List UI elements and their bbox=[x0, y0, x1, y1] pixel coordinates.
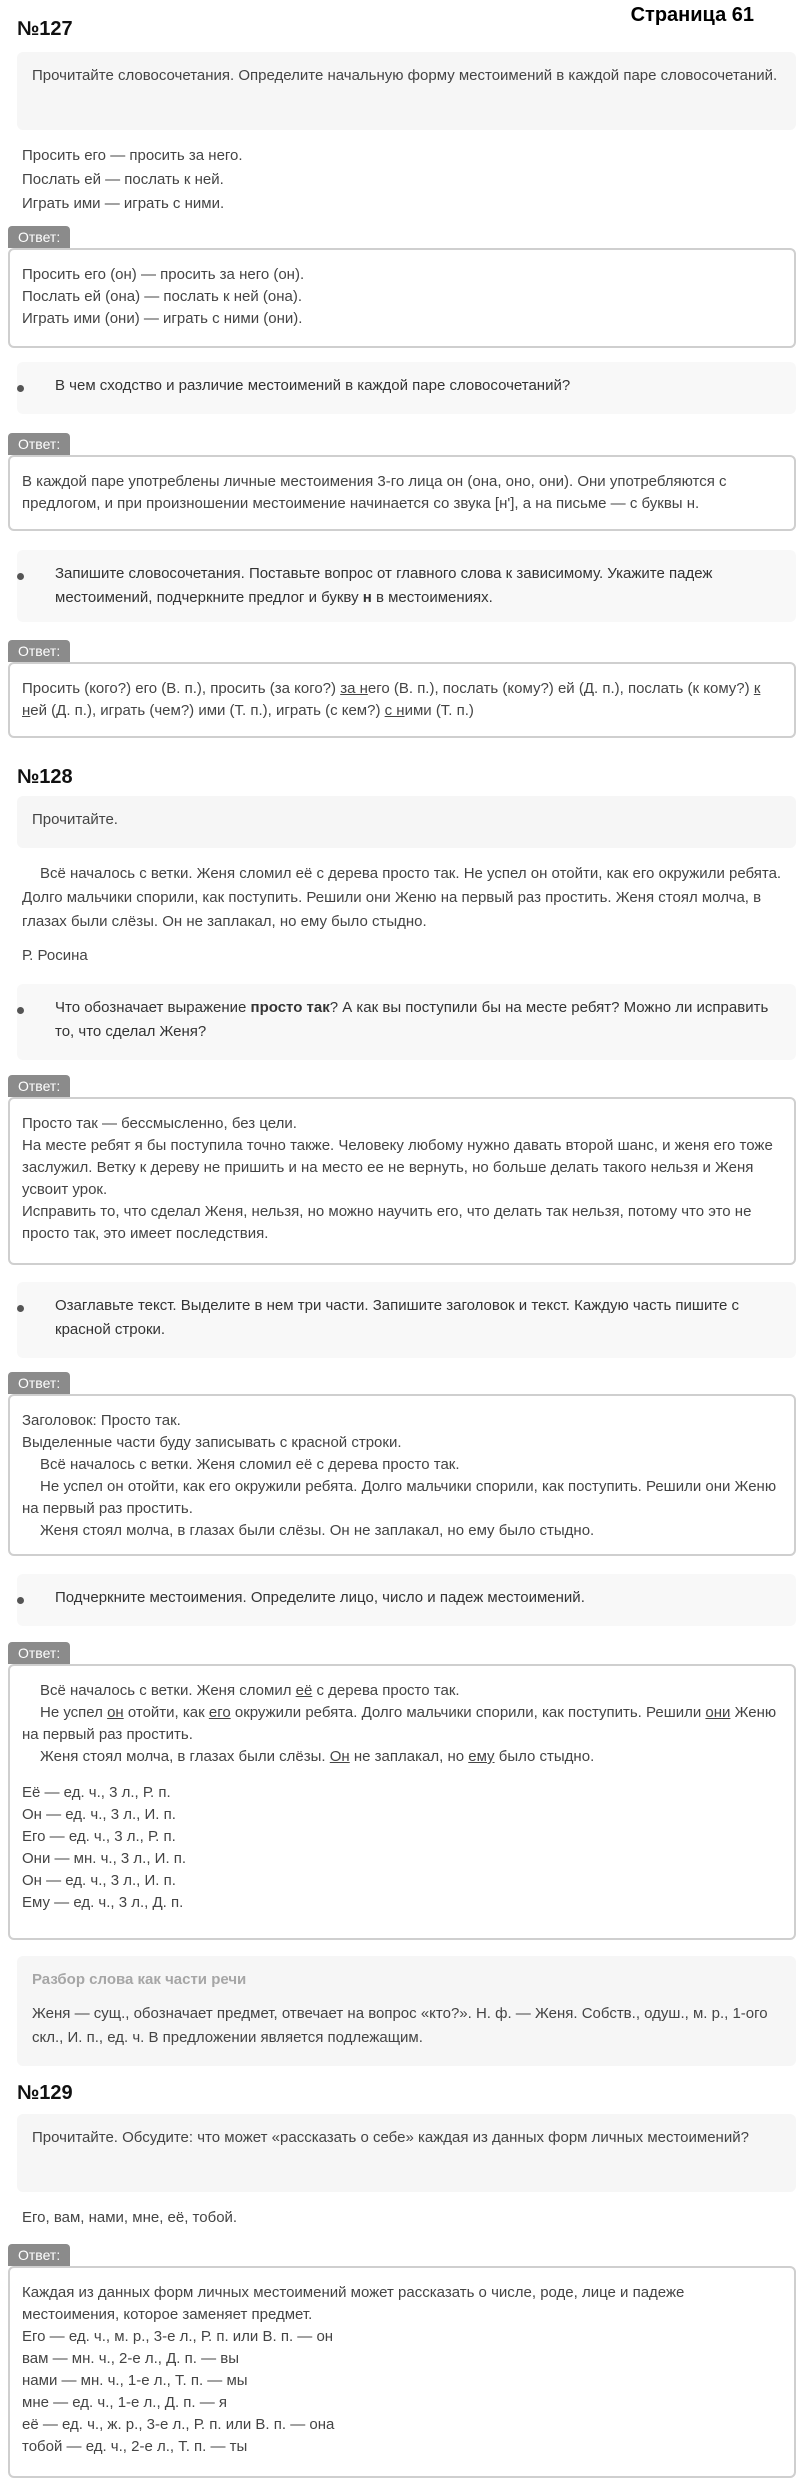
bullet-icon bbox=[17, 1597, 24, 1604]
task-number-128: №128 bbox=[17, 766, 73, 788]
answer-line: Просить его (он) — просить за него (он). bbox=[22, 266, 305, 283]
answer-label: Ответ: bbox=[8, 1075, 70, 1097]
answer-label: Ответ: bbox=[8, 640, 70, 662]
answer-127-1 bbox=[8, 248, 796, 348]
parse-title: Разбор слова как части речи bbox=[32, 1971, 247, 1988]
question-text: В чем сходство и различие местоимений в каждой паре словосочетаний? bbox=[55, 377, 571, 394]
question-127-3 bbox=[17, 550, 796, 622]
story-text: Всё началось с ветки. Женя сломил её с дерева просто так. Не успел он отойти, как его окружили ребята. Долго мальчики спорили, как поступить. Решили они Женю на первый раз простить. Женя стоял молча, в глазах были слёзы. Он не заплакал, но ему было стыдно. bbox=[22, 865, 782, 930]
task-127-text: Прочитайте словосочетания. Определите начальную форму местоимений в каждой паре словосочетаний. bbox=[17, 52, 796, 130]
bullet-icon bbox=[17, 385, 24, 392]
author: Р. Росина bbox=[22, 947, 88, 964]
answer-label: Ответ: bbox=[8, 1372, 70, 1394]
answer-128-1: Просто так — бессмысленно, без цели. На месте ребят я бы поступила точно также. Человеку любому нужно давать второй шанс, и женя его тоже заслужил. Ветку к дереву не пришить и на место ее не вернуть, но больше делать такого нельзя и Женя усвоит урок. Исправить то, что сделал Женя, нельзя, но можно научить его, что делать так нельзя, потому что это не просто так, это имеет последствия. bbox=[8, 1097, 796, 1265]
page-number: Страница 61 bbox=[630, 4, 754, 26]
parse-text: Женя — сущ., обозначает предмет, отвечает на вопрос «кто?». Н. ф. — Женя. Собств., одуш., м. р., 1-ого скл., И. п., ед. ч. В предложении является подлежащим. bbox=[32, 2005, 768, 2046]
phrase: Послать ей — послать к ней. bbox=[22, 171, 224, 188]
answer-label: Ответ: bbox=[8, 2244, 70, 2266]
answer-label: Ответ: bbox=[8, 433, 70, 455]
word-parse-block bbox=[17, 1956, 796, 2066]
answer-line: Послать ей (она) — послать к ней (она). bbox=[22, 288, 303, 305]
question-128-2 bbox=[17, 1282, 796, 1358]
task-number-129: №129 bbox=[17, 2082, 73, 2104]
question-text: Подчеркните местоимения. Определите лицо, число и падеж местоимений. bbox=[55, 1589, 585, 1606]
answer-129: Каждая из данных форм личных местоимений может рассказать о числе, роде, лице и падеже местоимения, которое заменяет предмет. Его — ед. ч., м. р., 3-е л., Р. п. или В. п. — он вам — мн. ч., 2-е л., Д. п. — вы нами — мн. ч., 1-е л., Т. п. — мы мне — ед. ч., 1-е л., Д. п. — я её — ед. ч., ж. р., 3-е л., Р. п. или В. п. — она тобой — ед. ч., 2-е л., Т. п. — ты bbox=[8, 2266, 796, 2478]
task-127-phrases bbox=[22, 144, 792, 216]
phrase: Просить его — просить за него. bbox=[22, 147, 243, 164]
bullet-icon bbox=[17, 1305, 24, 1312]
question-128-1 bbox=[17, 984, 796, 1060]
answer-127-3: Просить (кого?) его (В. п.), просить (за кого?) за него (В. п.), послать (кому?) ей (Д. п.), послать (к кому?) к ней (Д. п.), играть (чем?) ими (Т. п.), играть (с кем?) с ними (Т. п.) bbox=[8, 662, 796, 738]
question-127-2 bbox=[17, 362, 796, 414]
answer-label: Ответ: bbox=[8, 226, 70, 248]
task-number-127: №127 bbox=[17, 18, 73, 40]
bullet-icon bbox=[17, 1007, 24, 1014]
question-text: Озаглавьте текст. Выделите в нем три части. Запишите заголовок и текст. Каждую часть пишите с красной строки. bbox=[55, 1297, 740, 1338]
words-list: Его, вам, нами, мне, её, тобой. bbox=[22, 2209, 238, 2226]
question-text: Что обозначает выражение просто так? А как вы поступили бы на месте ребят? Можно ли исправить то, что сделал Женя? bbox=[55, 999, 769, 1040]
task-128-text: Прочитайте. bbox=[17, 796, 796, 848]
answer-label: Ответ: bbox=[8, 1642, 70, 1664]
question-128-3 bbox=[17, 1574, 796, 1626]
bullet-icon bbox=[17, 573, 24, 580]
answer-128-3: Всё началось с ветки. Женя сломил её с дерева просто так. Не успел он отойти, как его окружили ребята. Долго мальчики спорили, как поступить. Решили они Женю на первый раз простить. Женя стоял молча, в глазах были слёзы. Он не заплакал, но ему было стыдно. Её — ед. ч., 3 л., Р. п. Он — ед. ч., 3 л., И. п. Его — ед. ч., 3 л., Р. п. Они — мн. ч., 3 л., И. п. Он — ед. ч., 3 л., И. п. Ему — ед. ч., 3 л., Д. п. bbox=[8, 1664, 796, 1940]
answer-line: Играть ими (они) — играть с ними (они). bbox=[22, 310, 303, 327]
answer-127-2: В каждой паре употреблены личные местоимения 3-го лица он (она, оно, они). Они употребляются с предлогом, и при произношении местоимение начинается со звука [н'], а на письме — с буквы н. bbox=[8, 455, 796, 531]
answer-128-2: Заголовок: Просто так. Выделенные части буду записывать с красной строки. Всё началось с ветки. Женя сломил её с дерева просто так. Не успел он отойти, как его окружили ребята. Долго мальчики спорили, как поступить. Решили они Женю на первый раз простить. Женя стоял молча, в глазах были слёзы. Он не заплакал, но ему было стыдно. bbox=[8, 1394, 796, 1556]
task-129-text: Прочитайте. Обсудите: что может «рассказать о себе» каждая из данных форм личных местоимений? bbox=[17, 2114, 796, 2192]
question-text: Запишите словосочетания. Поставьте вопрос от главного слова к зависимому. Укажите падеж местоимений, подчеркните предлог и букву н в местоимениях. bbox=[55, 565, 713, 606]
phrase: Играть ими — играть с ними. bbox=[22, 195, 225, 212]
